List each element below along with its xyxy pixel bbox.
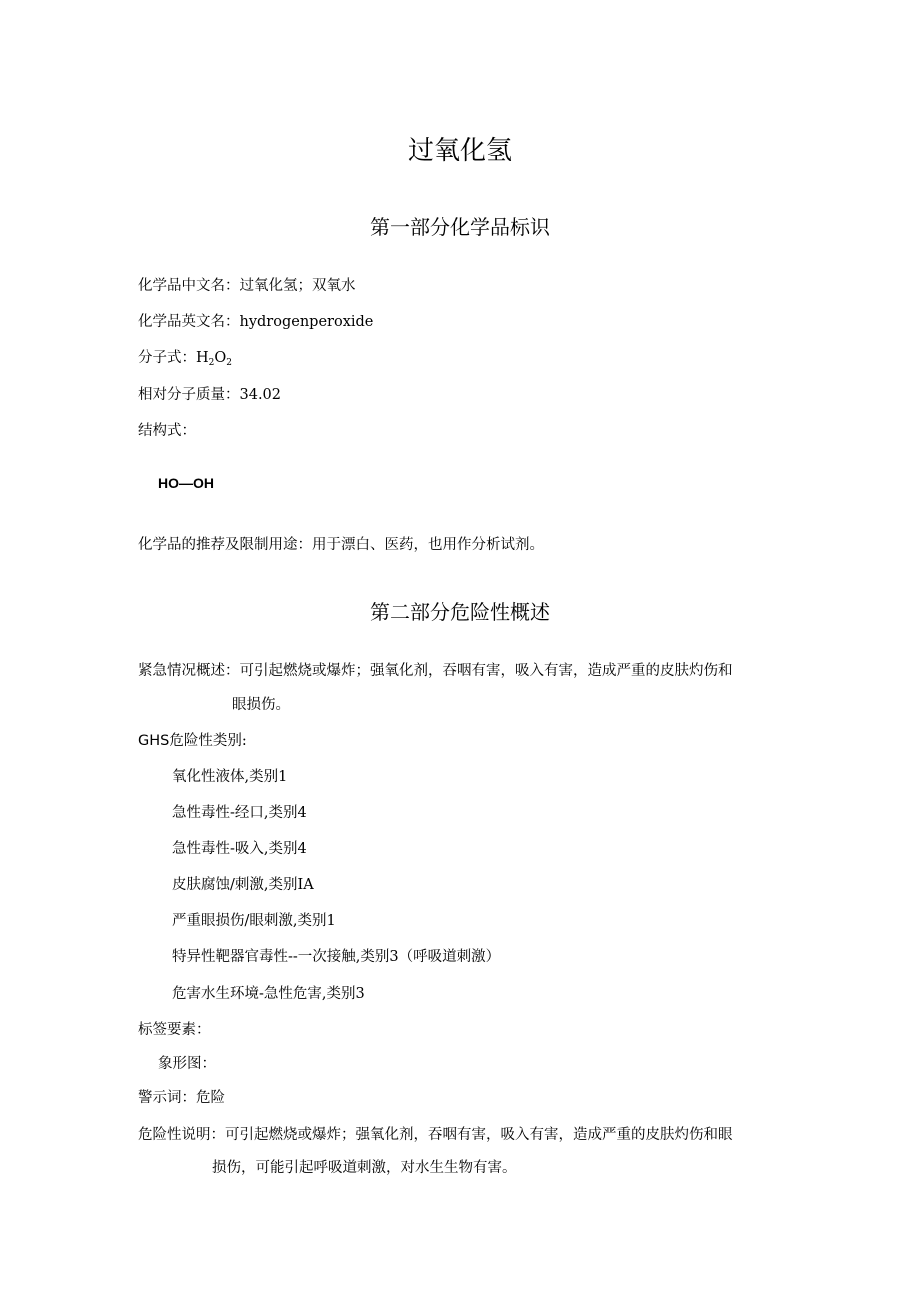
hazard-statement-line-2: 损伤，可能引起呼吸道刺激，对水生生物有害。 [212,1160,517,1176]
ghs-item: 特异性靶器官毒性--一次接触,类别3（呼吸道刺激） [172,949,501,965]
document-title: 过氧化氢 [407,136,512,166]
ghs-item: 急性毒性-吸入,类别4 [172,841,307,857]
hazard-statement-line-1: 危险性说明：可引起燃烧或爆炸；强氧化剂，吞咽有害，吸入有害，造成严重的皮肤灼伤和眼 [138,1127,733,1143]
chinese-name: 化学品中文名：过氧化氢；双氧水 [138,278,356,294]
structural-formula: HO—OH [158,475,214,491]
ghs-item: 皮肤腐蚀/刺激,类别IA [172,877,314,893]
ghs-item: 氧化性液体,类别1 [172,769,288,785]
section-heading-hazards: 第二部分危险性概述 [370,600,550,624]
english-name: 化学品英文名：hydrogenperoxide [138,314,374,330]
structure-label: 结构式： [138,423,196,439]
recommended-usage: 化学品的推荐及限制用途：用于漂白、医药，也用作分析试剂。 [138,537,544,553]
formula-o: O [214,350,227,366]
emergency-overview-line-1: 紧急情况概述：可引起燃烧或爆炸；强氧化剂，吞咽有害，吸入有害，造成严重的皮肤灼伤和 [138,663,733,679]
ghs-item: 危害水生环境-急性危害,类别3 [172,986,365,1002]
emergency-overview-line-2: 眼损伤。 [232,697,290,713]
section-heading-identification: 第一部分化学品标识 [370,215,550,239]
ghs-abbrev: GHS [138,733,170,749]
ghs-category-label [138,731,247,751]
formula-label: 分子式： [138,350,196,366]
formula-h-subscript: 2 [208,358,215,368]
pictogram-label: 象形图： [158,1056,216,1072]
molecular-mass: 相对分子质量：34.02 [138,387,282,403]
label-elements: 标签要素： [138,1022,211,1038]
formula-o-subscript: 2 [226,358,233,368]
formula-h: H [196,350,209,366]
molecular-formula [138,348,232,373]
ghs-item: 急性毒性-经口,类别4 [172,805,307,821]
ghs-label-text: 危险性类别: [169,733,247,749]
ghs-item: 严重眼损伤/眼刺激,类别1 [172,913,336,929]
signal-word: 警示词：危险 [138,1090,225,1106]
